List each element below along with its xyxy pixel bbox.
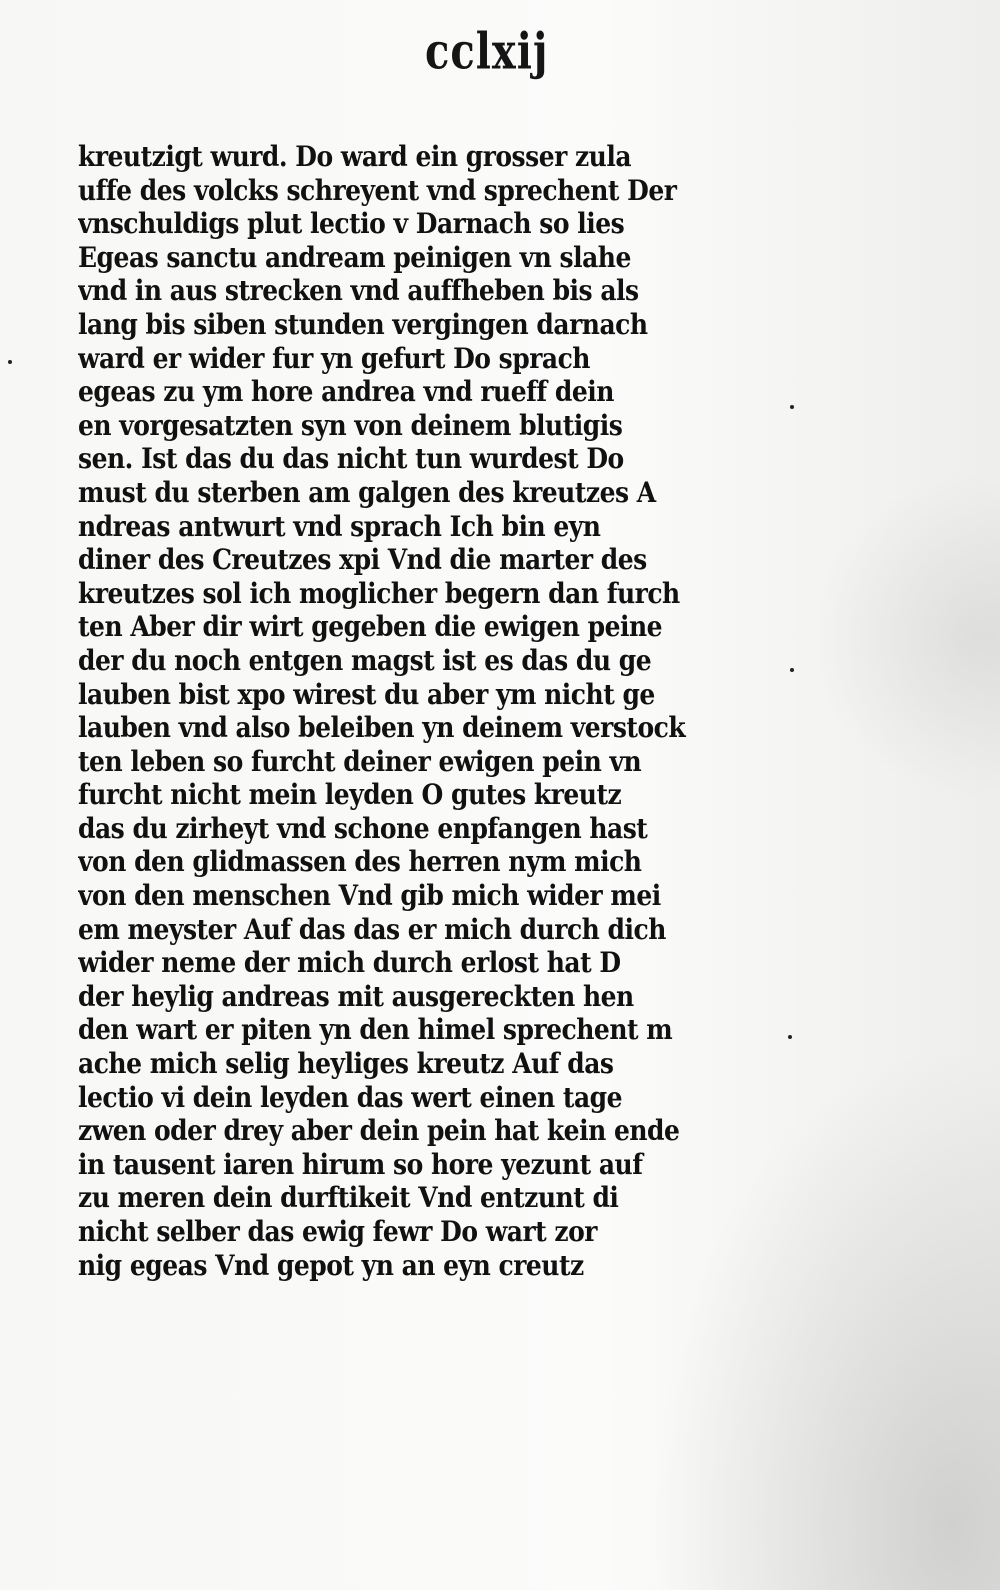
text-line: ache mich selig heyliges kreutz Auf das [78, 1047, 614, 1080]
text-line: nicht selber das ewig fewr Do wart zor [78, 1215, 597, 1248]
text-line: den wart er piten yn den himel sprechent m [78, 1013, 673, 1047]
text-line: von den menschen Vnd gib mich wider mei [78, 879, 661, 912]
text-line: egeas zu ym hore andrea vnd rueff dein [78, 375, 614, 408]
text-line: sen. Ist das du das nicht tun wurdest Do [78, 442, 624, 476]
margin-mark [790, 668, 794, 672]
text-line: in tausent iaren hirum so hore yezunt auf [78, 1148, 643, 1181]
text-line: zwen oder drey aber dein pein hat kein ende [78, 1114, 680, 1147]
margin-mark [8, 360, 12, 364]
text-line: lang bis siben stunden vergingen darnach [78, 308, 648, 341]
text-line: wider neme der mich durch erlost hat D [78, 946, 621, 979]
folio-number: cclxij [425, 22, 549, 81]
text-line: furcht nicht mein leyden O gutes kreutz [78, 778, 622, 811]
margin-mark [788, 1035, 792, 1039]
margin-mark [790, 405, 794, 409]
text-line: lauben bist xpo wirest du aber ym nicht ge [78, 677, 655, 711]
text-line: zu meren dein durftikeit Vnd entzunt di [78, 1181, 619, 1215]
text-line: must du sterben am galgen des kreutzes A [78, 476, 656, 509]
text-line: lauben vnd also beleiben yn deinem verstock [78, 711, 686, 744]
text-line: kreutzes sol ich moglicher begern dan furch [78, 576, 680, 610]
text-line: der du noch entgen magst ist es das du ge [78, 644, 652, 677]
text-line: Egeas sanctu andream peinigen vn slahe [78, 241, 631, 274]
text-line: von den glidmassen des herren nym mich [78, 845, 642, 879]
text-line: lectio vi dein leyden das wert einen tage [78, 1080, 623, 1114]
text-line: der heylig andreas mit ausgereckten hen [78, 980, 634, 1013]
text-line: vnschuldigs plut lectio v Darnach so lies [78, 207, 625, 240]
text-line: ndreas antwurt vnd sprach Ich bin eyn [78, 509, 601, 543]
text-line: ten leben so furcht deiner ewigen pein vn [78, 744, 642, 778]
text-line: das du zirheyt vnd schone enpfangen hast [78, 812, 648, 845]
text-line: en vorgesatzten syn von deinem blutigis [78, 408, 623, 442]
text-line: nig egeas Vnd gepot yn an eyn creutz [78, 1248, 584, 1282]
text-line: em meyster Auf das das er mich durch dich [78, 912, 666, 946]
text-line: diner des Creutzes xpi Vnd die marter des [78, 543, 647, 576]
text-line: ten Aber dir wirt gegeben die ewigen peine [78, 610, 663, 644]
text-line: uffe des volcks schreyent vnd sprechent Der [78, 173, 677, 207]
text-line: kreutzigt wurd. Do ward ein grosser zula [78, 140, 632, 173]
text-line: vnd in aus strecken vnd auffheben bis als [78, 274, 639, 308]
text-block [78, 140, 798, 1282]
text-line: ward er wider fur yn gefurt Do sprach [78, 341, 590, 375]
